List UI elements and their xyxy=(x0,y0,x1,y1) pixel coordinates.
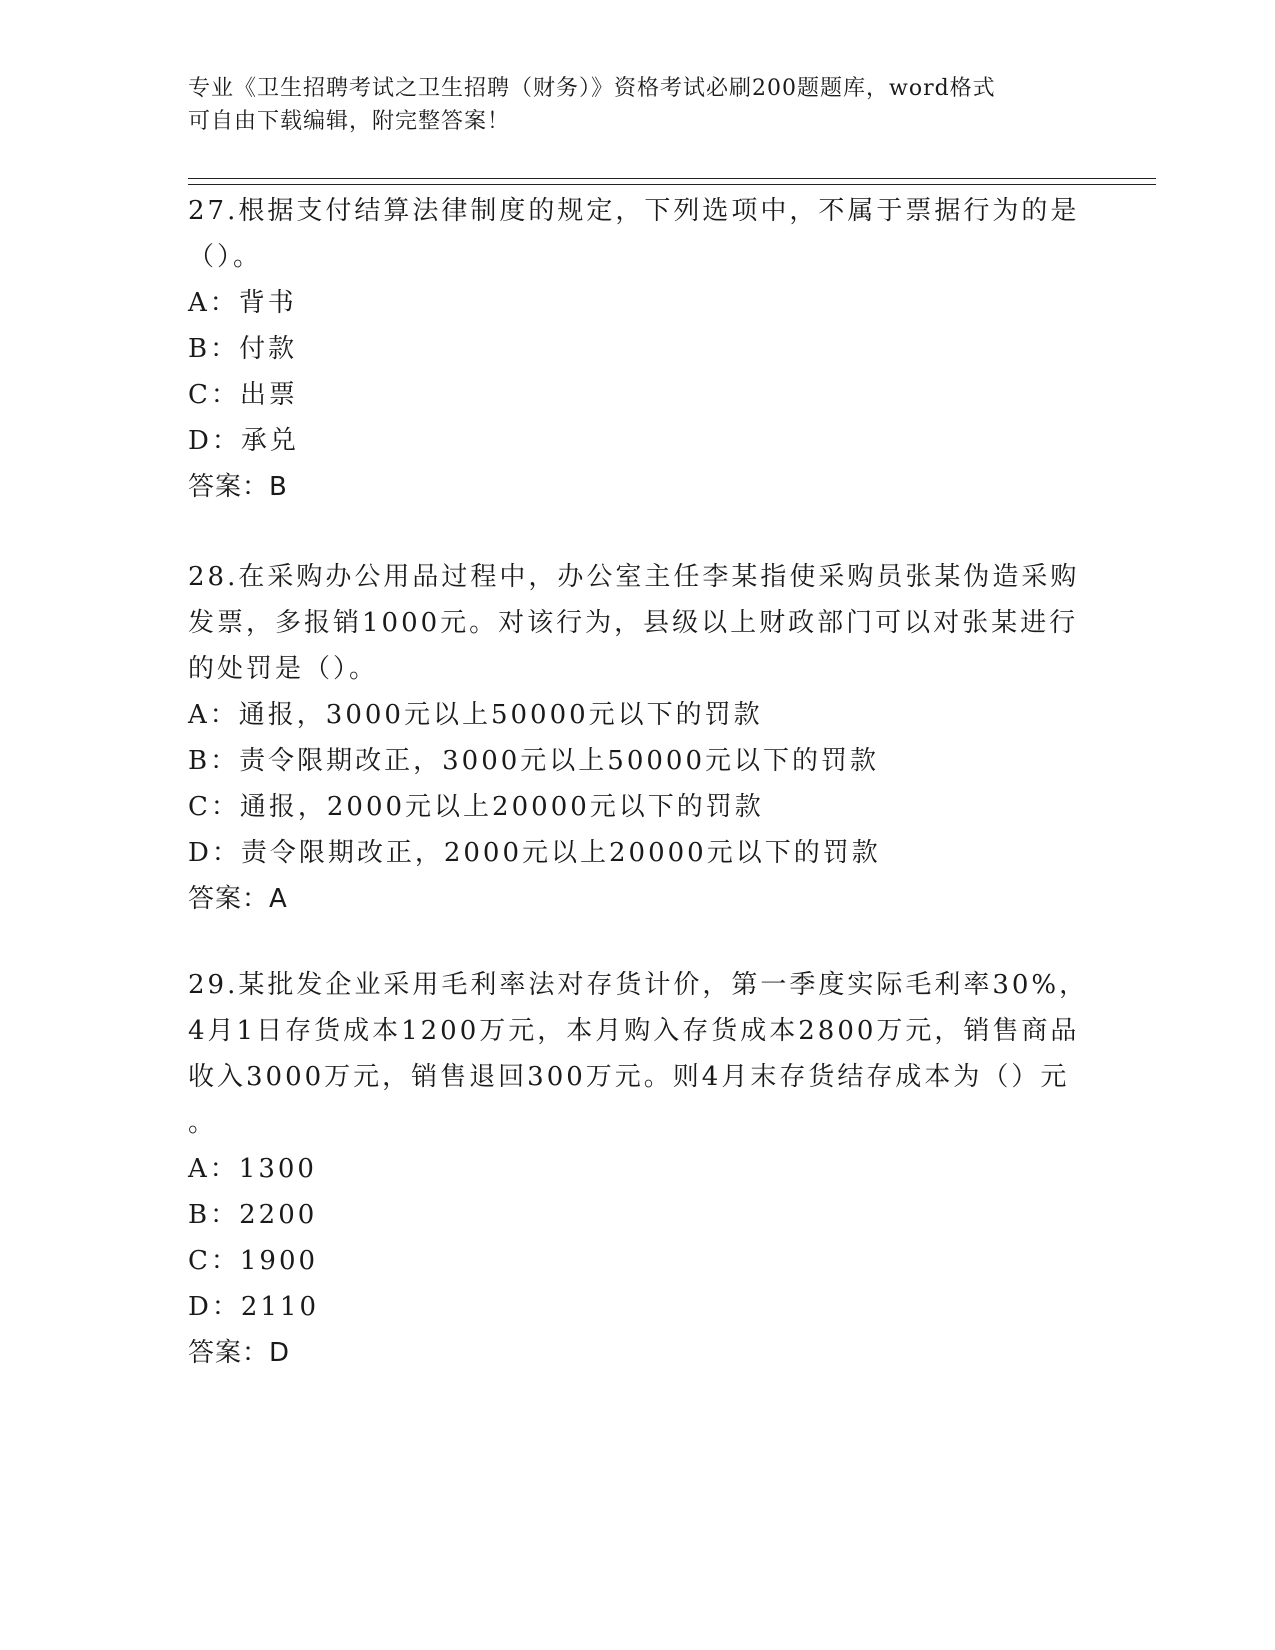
question-text-line: 发票，多报销1000元。对该行为，县级以上财政部门可以对张某进行 xyxy=(188,608,1079,638)
option-d: D：2110 xyxy=(188,1292,320,1322)
question-text-line: 的处罚是（）。 xyxy=(188,654,379,684)
answer-label: 答案：B xyxy=(188,472,288,502)
answer-label: 答案：A xyxy=(188,884,288,914)
question-29 xyxy=(188,962,1088,1376)
option-b: B：付款 xyxy=(188,334,298,364)
question-text-line: 27.根据支付结算法律制度的规定，下列选项中，不属于票据行为的是 xyxy=(188,196,1080,226)
question-27 xyxy=(188,188,1088,510)
option-a: A：通报，3000元以上50000元以下的罚款 xyxy=(188,700,763,730)
option-c: C：1900 xyxy=(188,1246,319,1276)
option-a: A：1300 xyxy=(188,1154,317,1184)
header-line-2: 可自由下载编辑，附完整答案！ xyxy=(188,109,511,134)
answer-label: 答案：D xyxy=(188,1338,291,1368)
question-28 xyxy=(188,554,1088,922)
header-divider-top xyxy=(188,178,1156,179)
option-a: A：背书 xyxy=(188,288,297,318)
question-text-line: 29.某批发企业采用毛利率法对存货计价，第一季度实际毛利率30%， xyxy=(188,970,1089,1000)
question-text-line: 28.在采购办公用品过程中，办公室主任李某指使采购员张某伪造采购 xyxy=(188,562,1080,592)
option-c: C：出票 xyxy=(188,380,298,410)
question-text-line: 收入3000万元，销售退回300万元。则4月末存货结存成本为（）元 xyxy=(188,1062,1070,1092)
question-text-line: （）。 xyxy=(188,242,263,272)
question-text-line: 4月1日存货成本1200万元，本月购入存货成本2800万元，销售商品 xyxy=(188,1016,1080,1046)
option-c: C：通报，2000元以上20000元以下的罚款 xyxy=(188,792,764,822)
header-divider-bottom xyxy=(188,184,1156,185)
option-b: B：责令限期改正，3000元以上50000元以下的罚款 xyxy=(188,746,879,776)
question-text-line: 。 xyxy=(188,1108,218,1138)
header-line-1: 专业《卫生招聘考试之卫生招聘（财务）》资格考试必刷200题题库，word格式 xyxy=(188,76,996,101)
option-b: B：2200 xyxy=(188,1200,318,1230)
option-d: D：责令限期改正，2000元以上20000元以下的罚款 xyxy=(188,838,881,868)
option-d: D：承兑 xyxy=(188,426,299,456)
document-header xyxy=(188,72,1088,138)
